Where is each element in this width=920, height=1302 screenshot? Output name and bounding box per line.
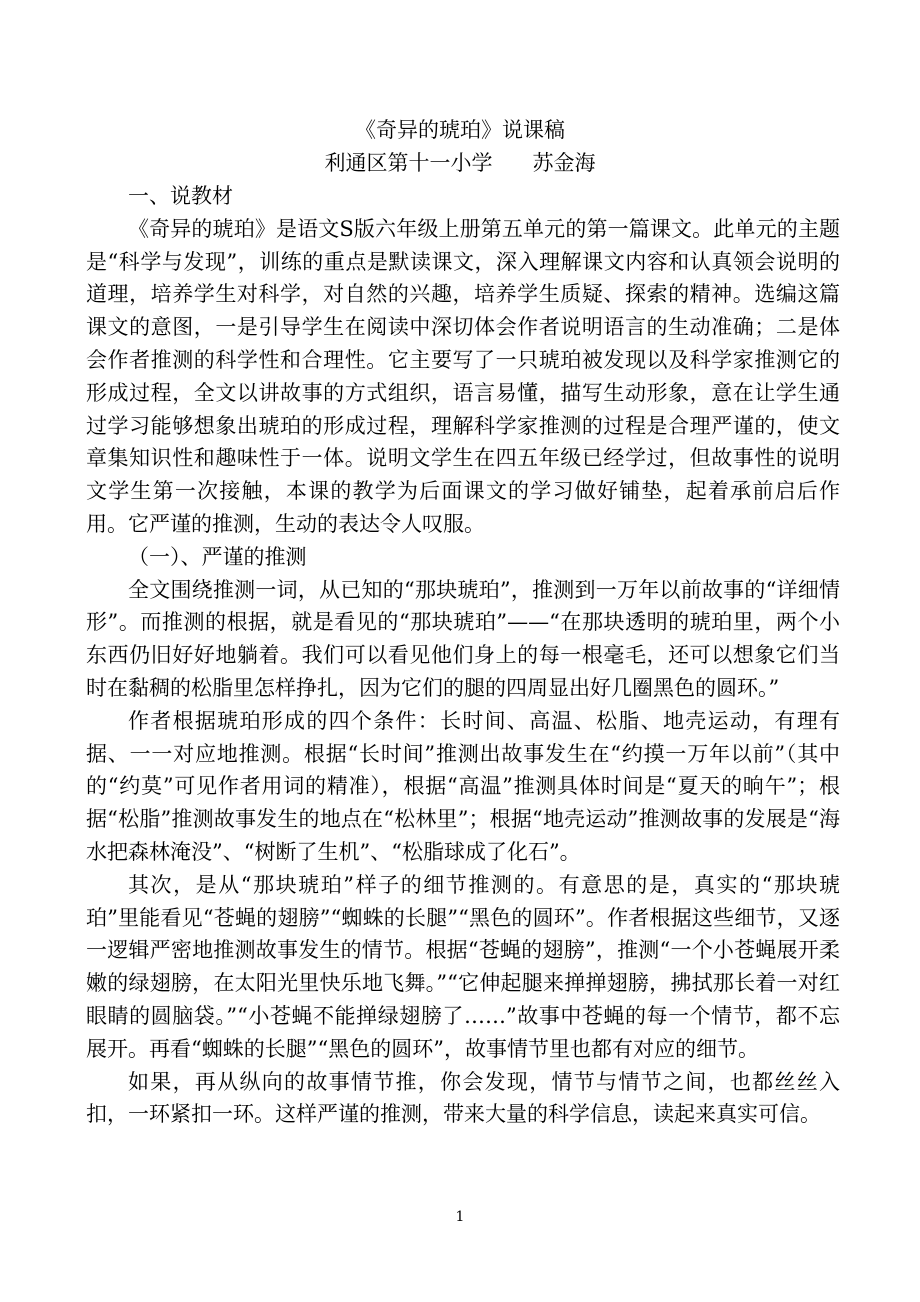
paragraph: 《奇异的琥珀》是语文S版六年级上册第五单元的第一篇课文。此单元的主题是“科学与发现”，训练的重点是默读课文，深入理解课文内容和认真领会说明的道理，培养学生对科学，对自然的兴趣，培养学生质疑、探索的精神。选编这篇课文的意图，一是引导学生在阅读中深切体会作者说明语言的生动准确；二是体会作者推测的科学性和合理性。它主要写了一只琥珀被发现以及科学家推测它的形成过程，全文以讲故事的方式组织，语言易懂，描写生动形象，意在让学生通过学习能够想象出琥珀的形成过程，理解科学家推测的过程是合理严谨的，使文章集知识性和趣味性于一体。说明文学生在四五年级已经学过，但故事性的说明文学生第一次接触，本课的教学为后面课文的学习做好铺垫，起着承前启后作用。它严谨的推测，生动的表达令人叹服。 bbox=[86, 216, 840, 536]
section-heading-2: （一）、严谨的推测 bbox=[128, 544, 307, 569]
section-heading-1: 一、说教材 bbox=[128, 184, 233, 208]
paragraph: 如果，再从纵向的故事情节推，你会发现，情节与情节之间，也都丝丝入扣，一环紧扣一环。这样严谨的推测，带来大量的科学信息，读起来真实可信。 bbox=[86, 1069, 840, 1127]
page-number: 1 bbox=[455, 1209, 465, 1225]
paragraph: 全文围绕推测一词，从已知的“那块琥珀”，推测到一万年以前故事的“详细情形”。而推测的根据，就是看见的“那块琥珀”——“在那块透明的琥珀里，两个小东西仍旧好好地躺着。我们可以看见他们身上的每一根毫毛，还可以想象它们当时在黏稠的松脂里怎样挣扎，因为它们的腿的四周显出好几圈黑色的圆环。” bbox=[86, 577, 840, 700]
paragraph: 作者根据琥珀形成的四个条件：长时间、高温、松脂、地壳运动，有理有据、一一对应地推测。根据“长时间”推测出故事发生在“约摸一万年以前”（其中的“约莫”可见作者用词的精准），根据“高温”推测具体时间是“夏天的晌午”；根据“松脂”推测故事发生的地点在“松林里”；根据“地壳运动”推测故事的发展是“海水把森林淹没”、“树断了生机”、“松脂球成了化石”。 bbox=[86, 708, 840, 864]
document-body bbox=[86, 180, 840, 1131]
paragraph: 其次，是从“那块琥珀”样子的细节推测的。有意思的是，真实的“那块琥珀”里能看见“苍蝇的翅膀”“蜘蛛的长腿”“黑色的圆环”。作者根据这些细节，又逐一逻辑严密地推测故事发生的情节。根据“苍蝇的翅膀”，推测“一个小苍蝇展开柔嫩的绿翅膀，在太阳光里快乐地飞舞。”“它伸起腿来掸掸翅膀，拂拭那长着一对红眼睛的圆脑袋。”“小苍蝇不能掸绿翅膀了……”故事中苍蝇的每一个情节，都不忘展开。再看“蜘蛛的长腿”“黑色的圆环”，故事情节里也都有对应的细节。 bbox=[86, 872, 840, 1061]
document-subtitle: 利通区第十一小学 苏金海 bbox=[324, 151, 596, 175]
document-title: 《奇异的琥珀》说课稿 bbox=[355, 118, 565, 142]
